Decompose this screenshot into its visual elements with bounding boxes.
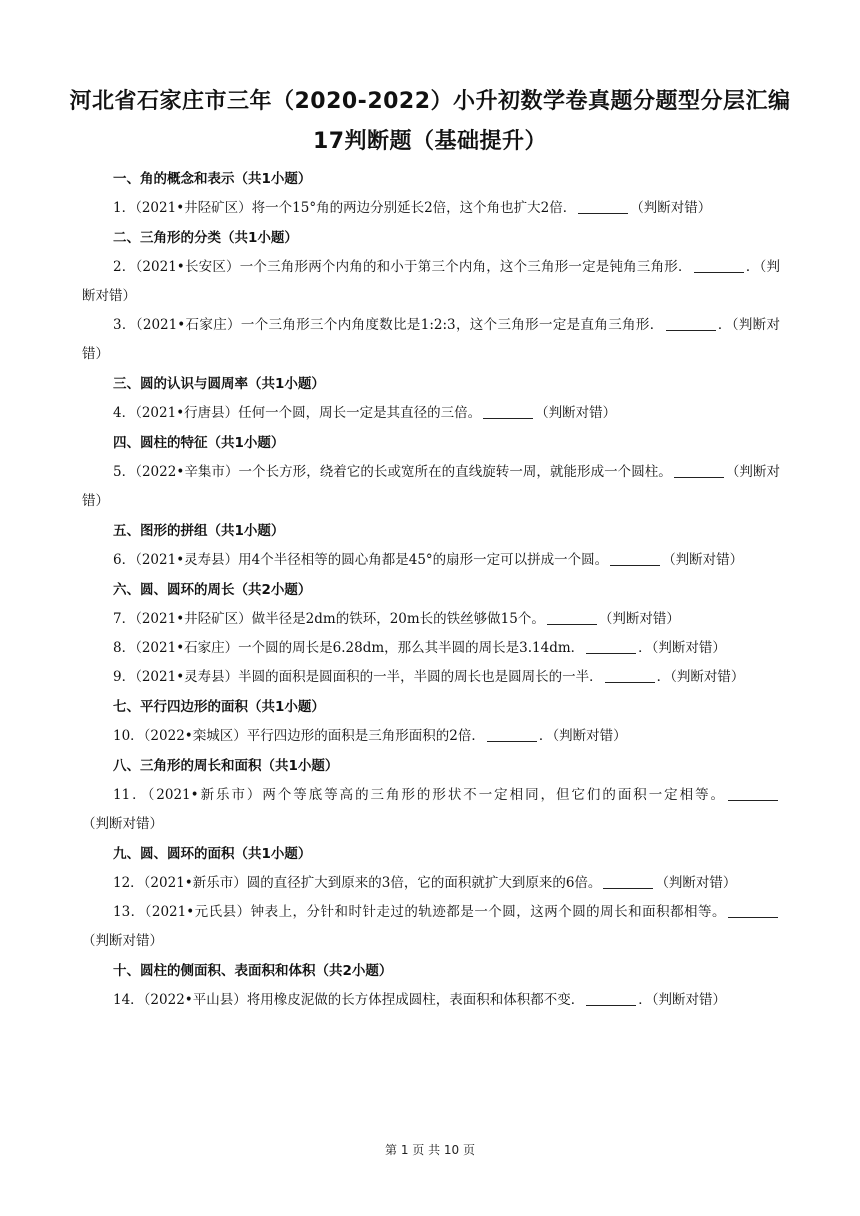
question-text: 1．（2021•井陉矿区）将一个15°角的两边分别延长2倍，这个角也扩大2倍． (113, 200, 577, 216)
judge-instruction: ．（判断对错） (82, 317, 781, 362)
section-heading: 九、圆、圆环的面积（共1小题） (113, 846, 312, 862)
question-text: 5．（2022•辛集市）一个长方形，绕着它的长或宽所在的直线旋转一周，就能形成一个圆柱。 (113, 464, 672, 480)
answer-blank[interactable] (666, 316, 716, 331)
question-text: 13．（2021•元氏县）钟表上，分针和时针走过的轨迹都是一个圆，这两个圆的周长和面积都相等。 (113, 904, 726, 920)
judge-instruction: ．（判断对错） (538, 728, 627, 744)
question-text: 6．（2021•灵寿县）用4个半径相等的圆心角都是45°的扇形一定可以拼成一个圆。 (113, 552, 609, 568)
question-text: 10．（2022•栾城区）平行四边形的面积是三角形面积的2倍． (113, 728, 485, 744)
question-item (82, 605, 780, 634)
judge-instruction: ．（判断对错） (638, 640, 726, 656)
question-item (82, 869, 780, 898)
judge-instruction: （判断对错） (630, 200, 712, 216)
answer-blank[interactable] (674, 463, 724, 478)
answer-blank[interactable] (605, 668, 655, 683)
section-heading: 六、圆、圆环的周长（共2小题） (113, 582, 312, 598)
question-item (82, 253, 780, 311)
question-list (82, 164, 780, 1015)
question-item (82, 458, 780, 516)
judge-instruction: （判断对错） (655, 875, 737, 891)
question-item (82, 722, 780, 751)
question-item (82, 311, 780, 369)
question-item (82, 634, 780, 663)
section-heading: 五、图形的拼组（共1小题） (113, 523, 285, 539)
section-heading: 八、三角形的周长和面积（共1小题） (113, 758, 339, 774)
question-text: 4．（2021•行唐县）任何一个圆，周长一定是其直径的三倍。 (113, 405, 482, 421)
question-text: 14．（2022•平山县）将用橡皮泥做的长方体捏成圆柱，表面积和体积都不变． (113, 992, 585, 1008)
question-text: 12．（2021•新乐市）圆的直径扩大到原来的3倍，它的面积就扩大到原来的6倍。 (113, 875, 602, 891)
answer-blank[interactable] (728, 786, 778, 801)
question-item (82, 898, 780, 956)
answer-blank[interactable] (610, 551, 660, 566)
answer-blank[interactable] (603, 874, 653, 889)
question-text: 3．（2021•石家庄）一个三角形三个内角度数比是1:2:3，这个三角形一定是直角三角形． (113, 317, 664, 333)
section-heading: 七、平行四边形的面积（共1小题） (113, 699, 325, 715)
section-heading: 二、三角形的分类（共1小题） (113, 230, 298, 246)
judge-instruction: （判断对错） (82, 464, 780, 509)
answer-blank[interactable] (547, 610, 597, 625)
question-text: 7．（2021•井陉矿区）做半径是2dm的铁环，20m长的铁丝够做15个。 (113, 611, 545, 627)
answer-blank[interactable] (694, 258, 744, 273)
document-title: 河北省石家庄市三年（2020-2022）小升初数学卷真题分题型分层汇编 (69, 89, 791, 114)
question-text: 2．（2021•长安区）一个三角形两个内角的和小于第三个内角，这个三角形一定是钝角三角形． (113, 259, 692, 275)
judge-instruction: （判断对错） (662, 552, 744, 568)
question-item (82, 194, 780, 223)
judge-instruction: ．（判断对错） (82, 259, 780, 304)
answer-blank[interactable] (728, 903, 778, 918)
judge-instruction: （判断对错） (535, 405, 617, 421)
question-item (82, 986, 780, 1015)
answer-blank[interactable] (586, 639, 636, 654)
section-heading: 一、角的概念和表示（共1小题） (113, 171, 312, 187)
judge-instruction: ．（判断对错） (656, 669, 745, 685)
section-heading: 四、圆柱的特征（共1小题） (113, 435, 285, 451)
answer-blank[interactable] (487, 727, 537, 742)
answer-blank[interactable] (483, 404, 533, 419)
question-item (82, 546, 780, 575)
answer-blank[interactable] (578, 199, 628, 214)
judge-instruction: （判断对错） (82, 933, 163, 949)
section-heading: 三、圆的认识与圆周率（共1小题） (113, 376, 325, 392)
question-text: 8．（2021•石家庄）一个圆的周长是6.28dm，那么其半圆的周长是3.14dm． (113, 640, 585, 656)
question-text: 11．（2021•新乐市）两个等底等高的三角形的形状不一定相同，但它们的面积一定相等。 (113, 787, 726, 803)
judge-instruction: （判断对错） (82, 816, 163, 832)
question-text: 9．（2021•灵寿县）半圆的面积是圆面积的一半，半圆的周长也是圆周长的一半． (113, 669, 603, 685)
answer-blank[interactable] (586, 991, 636, 1006)
question-item (82, 781, 780, 839)
question-item (82, 399, 780, 428)
question-item (82, 663, 780, 692)
document-subtitle: 17判断题（基础提升） (312, 129, 548, 154)
section-heading: 十、圆柱的侧面积、表面积和体积（共2小题） (113, 963, 393, 979)
judge-instruction: （判断对错） (598, 611, 680, 627)
judge-instruction: ．（判断对错） (638, 992, 726, 1008)
page-footer: 第 1 页 共 10 页 (385, 1143, 475, 1157)
